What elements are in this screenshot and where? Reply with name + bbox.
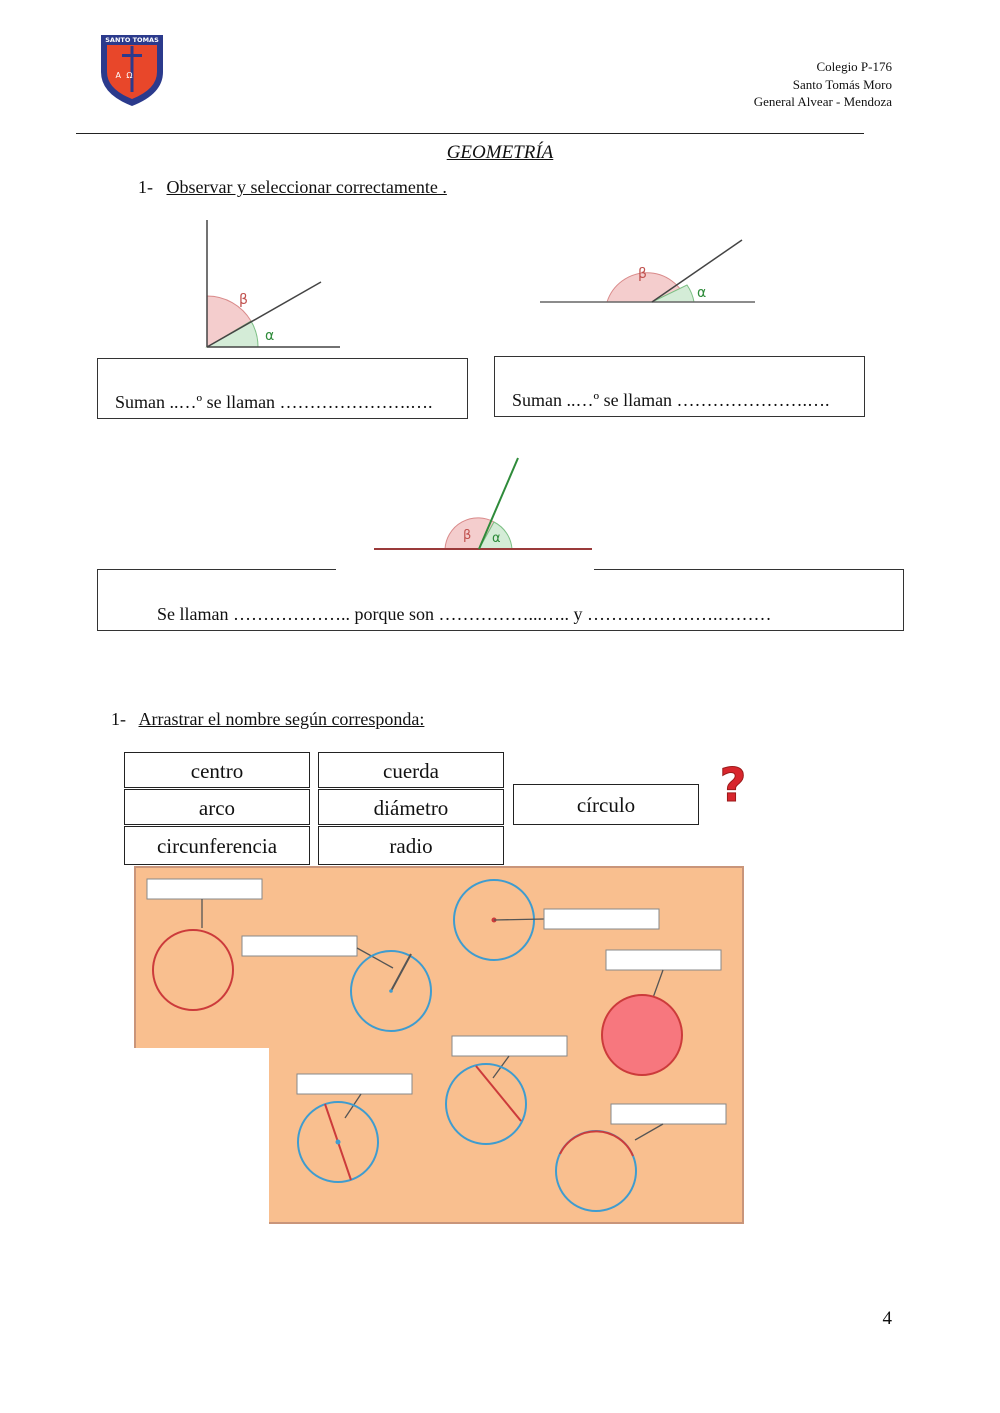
school-line-1: Colegio P-176 [816,59,892,74]
circle-filled [602,995,682,1075]
answer-box-left[interactable] [97,358,468,419]
beta-label: β [638,266,647,282]
supplementary-angles-figure [535,225,765,315]
school-line-3: General Alvear - Mendoza [753,94,892,109]
alpha-label: α [492,531,501,546]
drop-target-6 [297,1074,412,1094]
beta-label: β [463,528,472,543]
exercise1-instruction: Observar y seleccionar correctamente . [166,177,447,197]
drop-target-7 [611,1104,726,1124]
header-divider [76,133,864,134]
drop-target-1 [147,879,262,899]
box-top-gap [336,565,594,573]
circle-parts-panel [133,866,745,1226]
exercise2-instruction: Arrastrar el nombre según corresponda: [138,709,425,729]
alpha-label: α [697,285,707,301]
word-diametro[interactable]: diámetro [318,789,504,825]
school-crest-logo [98,32,166,108]
word-circunferencia[interactable]: circunferencia [124,826,310,865]
drop-target-3 [544,909,659,929]
svg-text:?: ? [719,758,747,808]
school-line-2: Santo Tomás Moro [792,76,892,92]
page-number: 4 [882,1308,892,1329]
word-radio[interactable]: radio [318,826,504,865]
beta-label: β [239,292,248,308]
adjacent-angles-figure [370,450,600,560]
answer-text-right: Suman ..…º se llaman ………………….…. [512,390,830,410]
word-arco[interactable]: arco [124,789,310,825]
drop-target-5 [452,1036,567,1056]
exercise1-heading [138,177,447,198]
logo-top-text: SANTO TOMAS [105,36,159,44]
complementary-angles-figure [195,210,345,355]
logo-letters: Α Ω [115,71,133,80]
answer-box-bottom[interactable] [97,569,904,631]
question-mark-icon [708,758,758,808]
drop-target-4 [606,950,721,970]
answer-box-right[interactable] [494,356,865,417]
school-info [754,58,892,111]
alpha-label: α [265,328,275,344]
panel-cutout [133,1048,269,1226]
page-title: GEOMETRÍA [446,142,554,163]
word-centro[interactable]: centro [124,752,310,788]
word-circulo[interactable]: círculo [513,784,699,825]
exercise2-number: 1- [111,709,126,729]
answer-text-left: Suman ..…º se llaman ………………….…. [115,392,433,412]
word-cuerda[interactable]: cuerda [318,752,504,788]
exercise2-heading [111,709,424,730]
answer-text-bottom: Se llaman ……………….. porque son ……………...….. y ………………….……… [157,604,772,624]
drop-target-2 [242,936,357,956]
exercise1-number: 1- [138,177,153,197]
